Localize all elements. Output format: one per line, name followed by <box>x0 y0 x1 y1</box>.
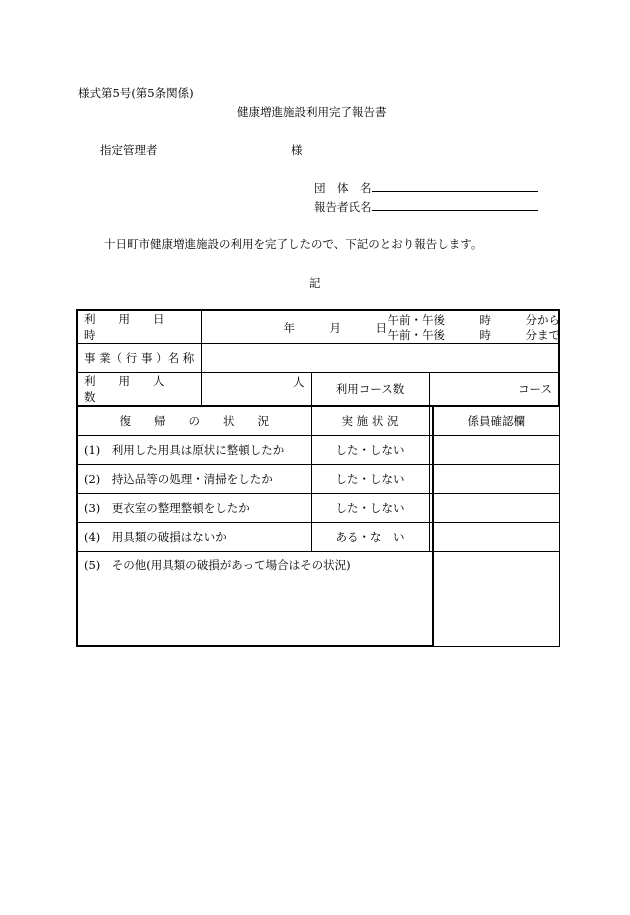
item-1-text: (1) 利用した用具は原状に整頓したか <box>77 436 311 465</box>
impl-header: 実 施 状 況 <box>311 406 429 436</box>
count-cell[interactable] <box>201 373 311 407</box>
report-table <box>76 309 560 647</box>
item-2-status[interactable]: した・しない <box>311 465 429 494</box>
item-4-status[interactable]: ある・な い <box>311 523 429 552</box>
ki-label: 記 <box>309 276 321 290</box>
date-ymd: 年 月 日 <box>283 321 387 335</box>
count-unit: 人 <box>293 375 305 389</box>
item-3-text: (3) 更衣室の整理整頓をしたか <box>77 494 311 523</box>
recipient: 指定管理者 <box>100 143 158 157</box>
event-name-label: 事 業（ 行 事 ）名 称 <box>77 344 201 373</box>
count-label: 利 用 人 数 <box>77 373 201 407</box>
course-cell[interactable] <box>429 373 559 407</box>
item-3-status[interactable]: した・しない <box>311 494 429 523</box>
event-name-cell[interactable] <box>201 344 559 373</box>
time-start: 午前・午後 時 分から <box>387 313 560 327</box>
honorific: 様 <box>291 143 303 157</box>
item-2-staff-check[interactable] <box>433 465 559 494</box>
group-name-line[interactable] <box>372 191 538 192</box>
other-cell[interactable] <box>77 552 433 647</box>
date-value-cell[interactable] <box>201 310 559 344</box>
reporter-name-label: 報告者氏名 <box>314 200 372 214</box>
reporter-name-line[interactable] <box>372 210 538 211</box>
item-4-text: (4) 用具類の破損はないか <box>77 523 311 552</box>
course-label: 利用コース数 <box>311 373 429 407</box>
group-name-label: 団 体 名 <box>314 181 372 195</box>
item-4-staff-check[interactable] <box>433 523 559 552</box>
time-end: 午前・午後 時 分まで <box>387 328 560 342</box>
item-1-status[interactable]: した・しない <box>311 436 429 465</box>
form-title: 健康増進施設利用完了報告書 <box>237 105 387 119</box>
other-staff-check[interactable] <box>433 552 559 647</box>
form-number: 様式第5号(第5条関係) <box>78 86 194 100</box>
item-3-staff-check[interactable] <box>433 494 559 523</box>
staff-header: 係員確認欄 <box>433 406 559 436</box>
course-unit: コース <box>518 382 552 396</box>
date-label: 利 用 日 時 <box>77 310 201 344</box>
body-text: 十日町市健康増進施設の利用を完了したので、下記のとおり報告します。 <box>104 237 483 251</box>
item-1-staff-check[interactable] <box>433 436 559 465</box>
status-header: 復 帰 の 状 況 <box>77 406 311 436</box>
other-label: (5) その他(用具類の破損があって場合はその状況) <box>84 558 351 572</box>
item-2-text: (2) 持込品等の処理・清掃をしたか <box>77 465 311 494</box>
